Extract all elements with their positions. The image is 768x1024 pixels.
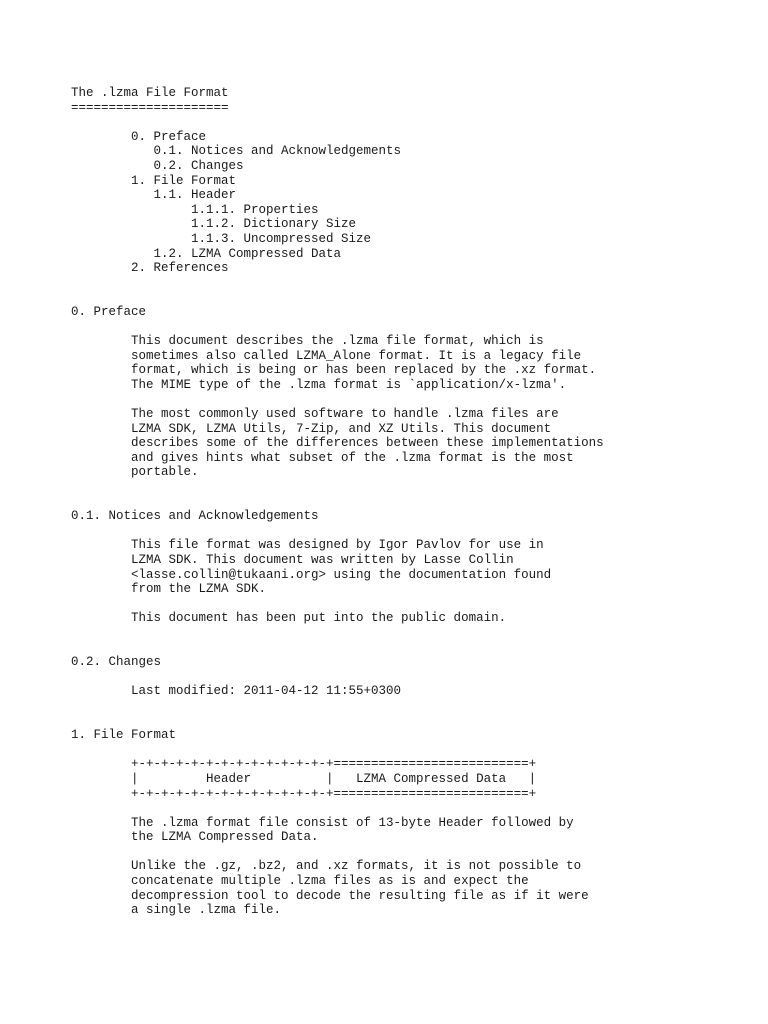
document-line <box>71 392 751 407</box>
document-line <box>71 641 751 656</box>
document-line: 1.2. LZMA Compressed Data <box>71 246 342 261</box>
document-line <box>71 276 751 291</box>
document-line: describes some of the differences between these implementations <box>71 436 604 451</box>
document-line: 1.1.2. Dictionary Size <box>71 217 357 232</box>
document-line: 1.1.3. Uncompressed Size <box>71 231 372 246</box>
document-line: decompression tool to decode the resulting file as if it were <box>71 888 589 903</box>
document-line <box>71 845 751 860</box>
document-line: +-+-+-+-+-+-+-+-+-+-+-+-+-+==========================+ <box>71 757 537 772</box>
document-line <box>71 699 751 714</box>
document-line: The MIME type of the .lzma format is `application/x-lzma'. <box>71 377 567 392</box>
document-line <box>71 524 751 539</box>
document-line: concatenate multiple .lzma files as is and expect the <box>71 874 529 889</box>
document-line: 1.1. Header <box>71 188 237 203</box>
document-line: LZMA SDK. This document was written by Lasse Collin <box>71 553 514 567</box>
document-line <box>71 480 751 495</box>
document-line: 0. Preface <box>71 304 147 319</box>
document-line <box>71 626 751 641</box>
document-line <box>71 115 751 130</box>
document-line: This file format was designed by Igor Pavlov for use in <box>71 538 544 553</box>
document-line: <lasse.collin@tukaani.org> using the documentation found <box>71 567 552 582</box>
document-line: +-+-+-+-+-+-+-+-+-+-+-+-+-+==========================+ <box>71 786 537 801</box>
document-line: a single .lzma file. <box>71 903 282 918</box>
document-line: ===================== <box>71 100 229 115</box>
document-line: 1. File Format <box>71 173 237 188</box>
document-line <box>71 801 751 816</box>
document-line: 1.1.1. Properties <box>71 202 319 217</box>
document-line <box>71 597 751 612</box>
document-line: The .lzma format file consist of 13-byte Header followed by <box>71 815 574 830</box>
document-line: and gives hints what subset of the .lzma format is the most <box>71 450 574 465</box>
document-line: This document describes the .lzma file format, which is <box>71 334 544 349</box>
document-line: 0.1. Notices and Acknowledgements <box>71 144 402 159</box>
document-line: Last modified: 2011-04-12 11:55+0300 <box>71 684 402 699</box>
document-line: sometimes also called LZMA_Alone format. It is a legacy file <box>71 348 582 363</box>
document-line <box>71 714 751 729</box>
document-line: LZMA SDK, LZMA Utils, 7-Zip, and XZ Utils. This document <box>71 421 552 436</box>
document-line <box>71 670 751 685</box>
document-line <box>71 290 751 305</box>
document-line <box>71 495 751 510</box>
document-line: portable. <box>71 465 199 480</box>
document-line: 0.1. Notices and Acknowledgements <box>71 509 319 524</box>
document-line: This document has been put into the public domain. <box>71 611 507 626</box>
document-line: from the LZMA SDK. <box>71 582 267 597</box>
document-line <box>71 320 751 335</box>
document-line: 0.2. Changes <box>71 158 244 173</box>
document-line: 0.2. Changes <box>71 655 162 670</box>
document-line: 0. Preface <box>71 129 207 144</box>
document-line: 1. File Format <box>71 728 177 743</box>
document-line: format, which is being or has been replaced by the .xz format. <box>71 363 597 378</box>
document-line: The .lzma File Format <box>71 86 229 100</box>
document-page <box>71 86 751 918</box>
document-line: The most commonly used software to handle .lzma files are <box>71 407 559 422</box>
document-line: 2. References <box>71 261 229 276</box>
document-line: | Header | LZMA Compressed Data | <box>71 771 537 786</box>
document-line: Unlike the .gz, .bz2, and .xz formats, it is not possible to <box>71 859 582 874</box>
document-line: the LZMA Compressed Data. <box>71 830 319 845</box>
document-line <box>71 743 751 758</box>
